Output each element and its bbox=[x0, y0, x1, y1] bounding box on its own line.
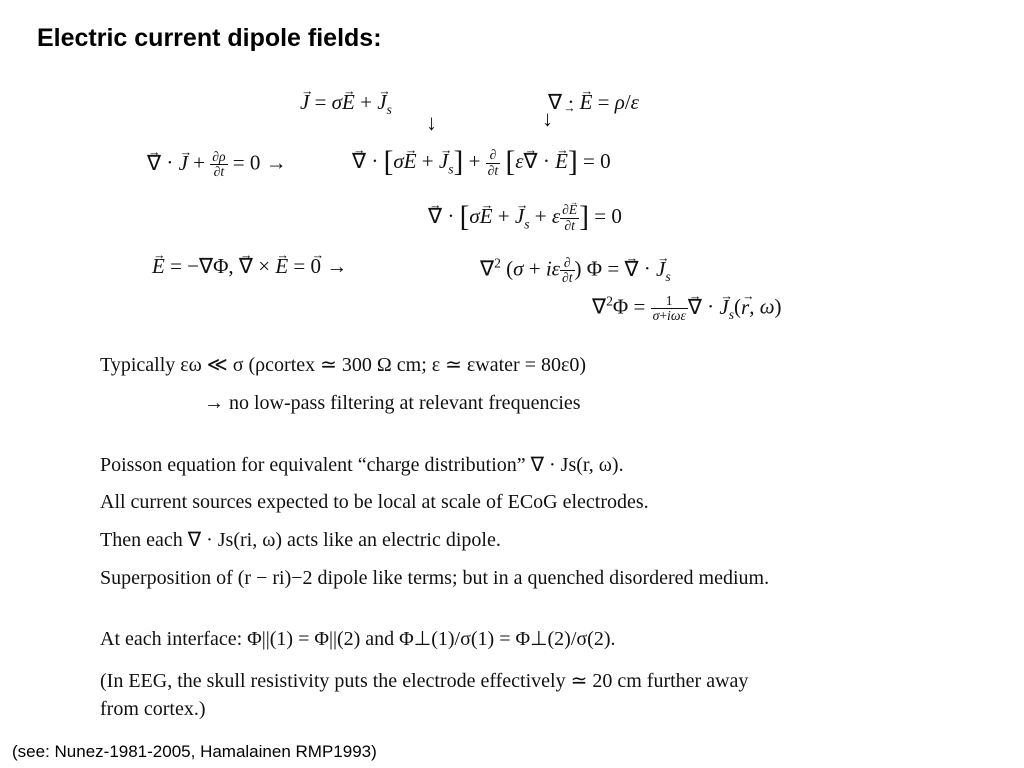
paragraph-eeg-line1: (In EEG, the skull resistivity puts the electrode effectively ≃ 20 cm further away bbox=[100, 670, 749, 692]
paragraph-superposition: Superposition of (r − ri)−2 dipole like terms; but in a quenched disordered medium. bbox=[100, 567, 770, 589]
equation-combined: → ∇ · [σ→ E + → $J_s + \varepsilon$ $\frac{\partial\to E}{\partial t}$ ] = 0 bbox=[428, 203, 622, 233]
paragraph-dipole: Then each ∇ · Js(ri, ω) acts like an electric dipole. bbox=[100, 529, 501, 551]
equation-poisson: ∇$^2$Φ = $\frac{1}{\text{σ+iωε}}$ → ∇ · → $J_s(\to r$, ω) bbox=[592, 294, 782, 324]
down-arrow-icon: ↓ bbox=[426, 110, 437, 135]
equation-current-density: → J = σ→ E + → $J_s$ bbox=[300, 92, 392, 117]
equation-continuity-expanded: → ∇ · [σ→ E + → $J_s$] + $\frac{\partial}{\partial t}$ [ε→ ∇ · → E] = 0 bbox=[352, 148, 611, 178]
source-citation: (see: Nunez-1981-2005, Hamalainen RMP1993) bbox=[12, 742, 377, 761]
paragraph-eeg-line2: from cortex.) bbox=[100, 698, 206, 720]
slide-title: Electric current dipole fields: bbox=[37, 24, 382, 52]
down-arrow-icon: ↓ bbox=[542, 106, 553, 131]
paragraph-local-sources: All current sources expected to be local at scale of ECoG electrodes. bbox=[100, 491, 649, 513]
paragraph-poisson: Poisson equation for equivalent “charge distribution” ∇ · Js(r, ω). bbox=[100, 454, 624, 476]
equation-continuity: → ∇ · → J + $\frac{\partial\rho}{\partial t}$ = 0 → bbox=[147, 150, 287, 180]
equation-gauss-law: ∇ · → E = ρ/ε bbox=[548, 92, 639, 113]
paragraph-typically: Typically εω ≪ σ (ρcortex ≃ 300 Ω cm; ε ≃ εwater = 80ε0) bbox=[100, 354, 587, 376]
paragraph-no-lowpass: → no low-pass filtering at relevant frequencies bbox=[204, 392, 581, 414]
paragraph-interface: At each interface: Φ||(1) = Φ||(2) and Φ⊥(1)/σ(1) = Φ⊥(2)/σ(2). bbox=[100, 628, 616, 650]
equation-potential: → E = −∇Φ, → ∇ × → E = → 0 → bbox=[152, 256, 347, 277]
equation-laplacian: ∇$^2$ (σ + iε $\frac{\partial}{\partial t}$ ) Φ = → ∇ · → $J_s$ bbox=[480, 256, 671, 286]
